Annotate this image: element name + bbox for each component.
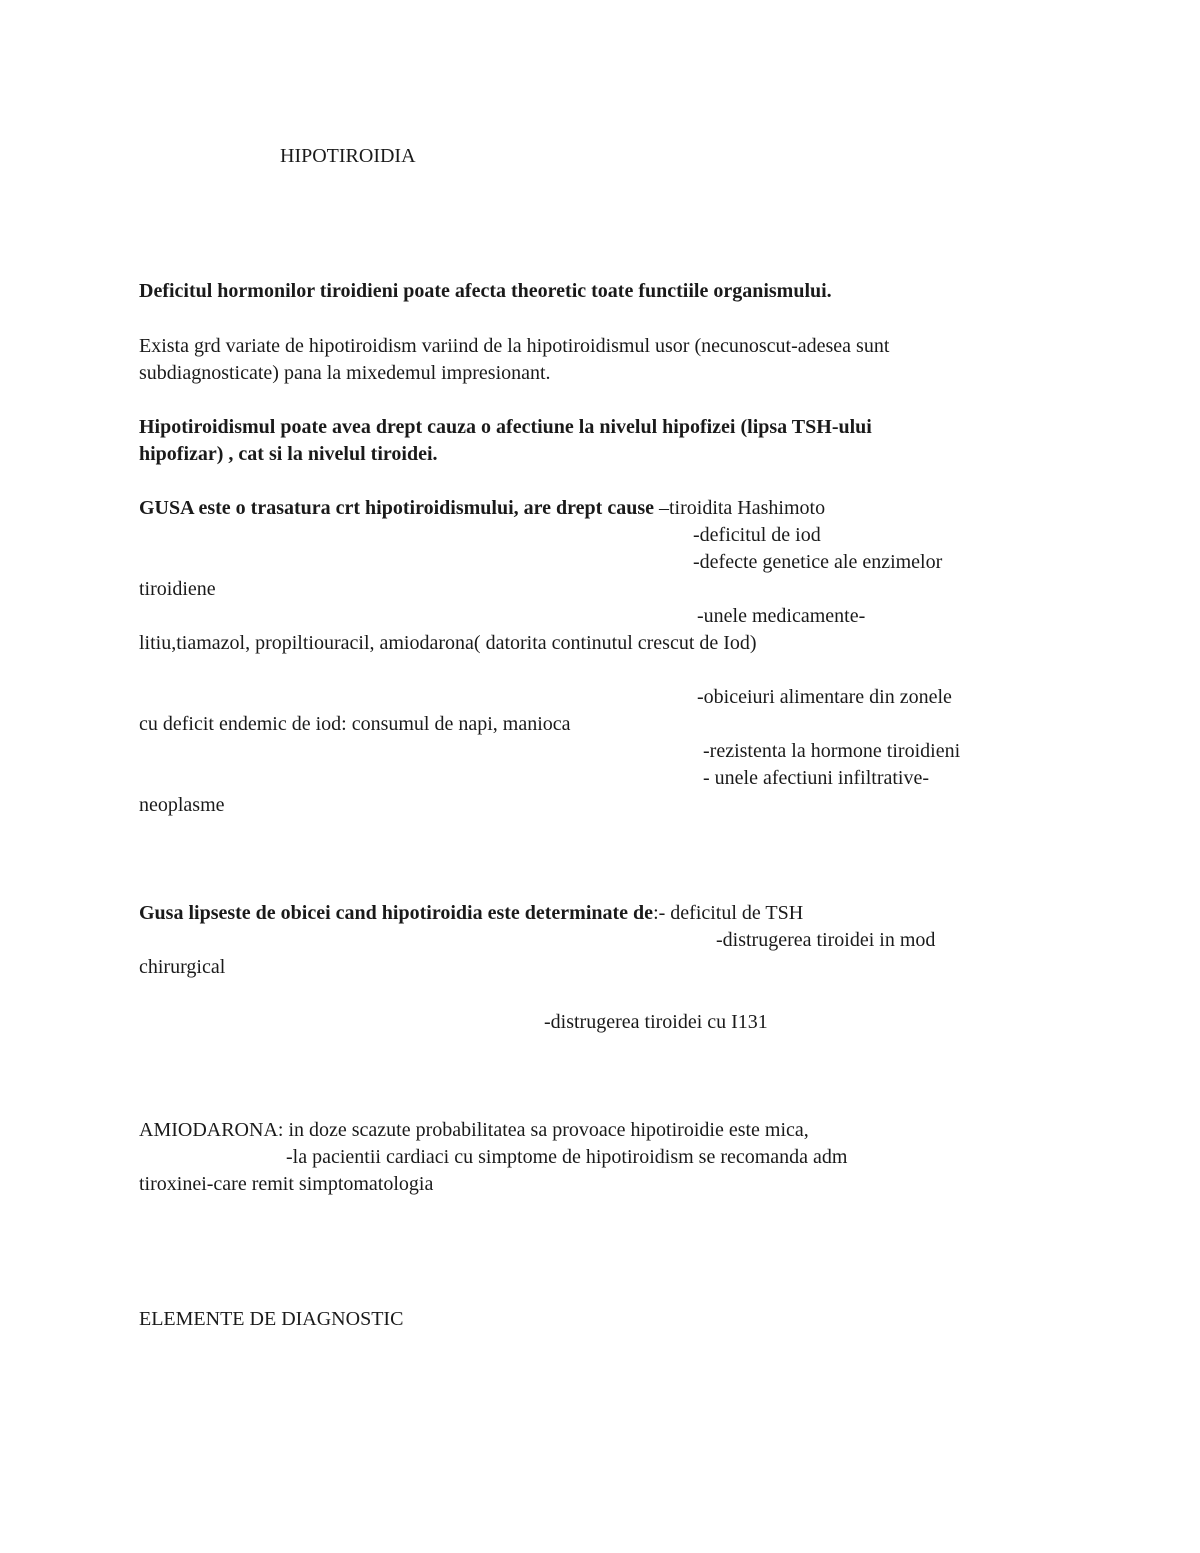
- intro-statement: Deficitul hormonilor tiroidieni poate afecta theoretic toate functiile organismului.: [139, 280, 832, 302]
- chirurgical-line1: -distrugerea tiroidei in mod: [716, 929, 936, 951]
- amiodarona-line2: -la pacientii cardiaci cu simptome de hipotiroidism se recomanda adm: [286, 1146, 848, 1168]
- gusa-lipseste-lead: [139, 900, 803, 927]
- cause-medicamente-line1: -unele medicamente-: [697, 605, 866, 627]
- para1-line1: Exista grd variate de hipotiroidism variind de la hipotiroidismul usor (necunoscut-adesea sunt: [139, 335, 890, 357]
- cause-obiceiuri-line1: -obiceiuri alimentare din zonele: [697, 686, 952, 708]
- diagnostic-heading: ELEMENTE DE DIAGNOSTIC: [139, 1308, 404, 1330]
- gusa-lead: [139, 495, 825, 522]
- cause-obiceiuri-line2: cu deficit endemic de iod: consumul de napi, manioca: [139, 713, 571, 735]
- gusa-lipseste-normal: :- deficitul de TSH: [653, 902, 804, 924]
- i131-line: -distrugerea tiroidei cu I131: [544, 1011, 768, 1033]
- gusa-lipseste-bold: Gusa lipseste de obicei cand hipotiroidia este determinate de: [139, 902, 654, 924]
- gusa-lead-bold: GUSA este o trasatura crt hipotiroidismului, are drept cause: [139, 497, 659, 519]
- cause-genetice-line1: -defecte genetice ale enzimelor: [693, 551, 943, 573]
- cause-rezistenta: -rezistenta la hormone tiroidieni: [703, 740, 961, 762]
- amiodarona-line1: AMIODARONA: in doze scazute probabilitatea sa provoace hipotiroidie este mica,: [139, 1119, 809, 1141]
- cause-infiltrative-line1: - unele afectiuni infiltrative-: [703, 767, 930, 789]
- para2-line2: hipofizar) , cat si la nivelul tiroidei.: [139, 443, 438, 465]
- amiodarona-line3: tiroxinei-care remit simptomatologia: [139, 1173, 434, 1195]
- para1-line2: subdiagnosticate) pana la mixedemul impresionant.: [139, 362, 551, 384]
- cause-genetice-line2: tiroidiene: [139, 578, 216, 600]
- gusa-lead-normal: –tiroidita Hashimoto: [658, 497, 826, 519]
- para2-line1: Hipotiroidismul poate avea drept cauza o afectiune la nivelul hipofizei (lipsa TSH-ului: [139, 416, 872, 438]
- document-title: HIPOTIROIDIA: [280, 145, 416, 167]
- cause-medicamente-line2: litiu,tiamazol, propiltiouracil, amiodarona( datorita continutul crescut de Iod): [139, 632, 757, 654]
- cause-iod: -deficitul de iod: [693, 524, 821, 546]
- cause-infiltrative-line2: neoplasme: [139, 794, 225, 816]
- chirurgical-line2: chirurgical: [139, 956, 226, 978]
